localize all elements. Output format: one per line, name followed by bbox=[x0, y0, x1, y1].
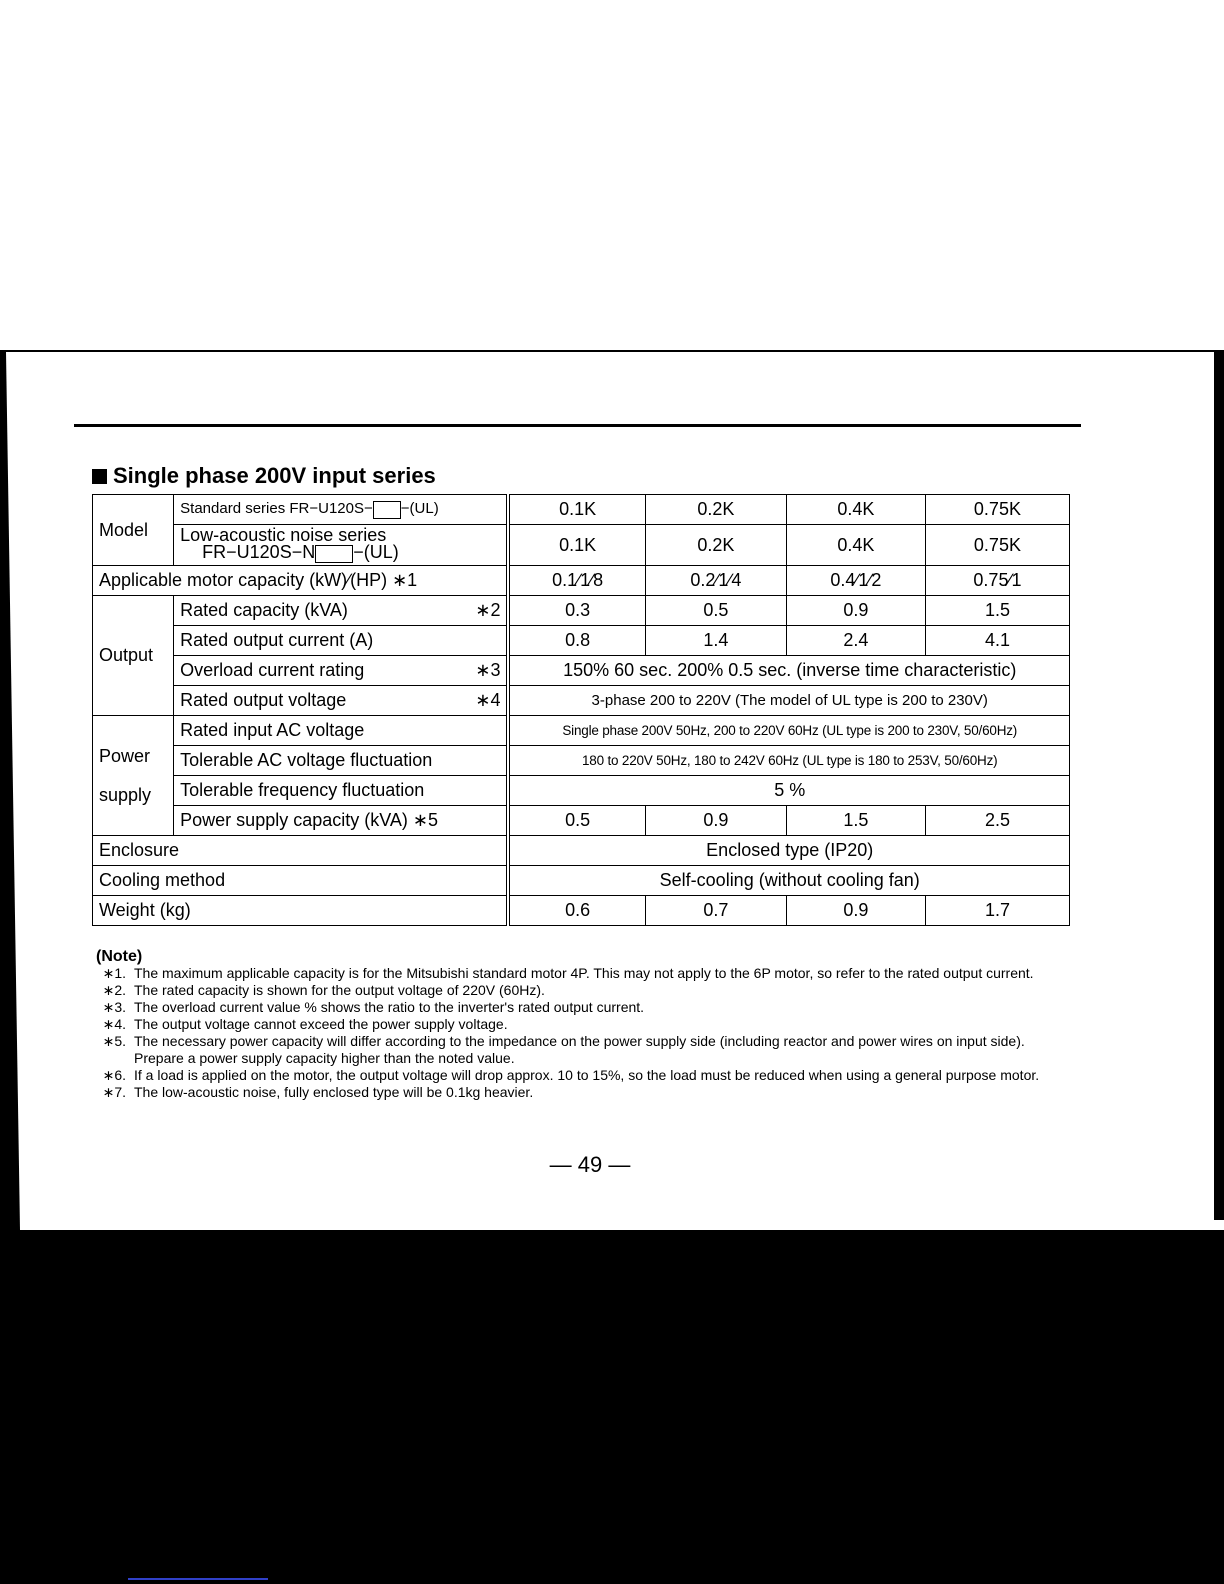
table-cell: 0.3 bbox=[508, 596, 645, 626]
low-noise-series-suffix: −(UL) bbox=[353, 542, 399, 563]
table-cell: 1.7 bbox=[925, 896, 1069, 926]
weight-label: Weight (kg) bbox=[93, 896, 509, 926]
note-text: The necessary power capacity will differ according to the impedance on the power supply side (including reactor and power wires on input side). Prepare a power supply capacity higher than the noted value. bbox=[134, 1033, 1025, 1066]
table-cell: 0.1K bbox=[508, 495, 645, 525]
table-row bbox=[93, 626, 1070, 656]
table-row bbox=[93, 836, 1070, 866]
overload-current-label bbox=[174, 656, 509, 686]
note-mark: ∗4. bbox=[102, 1016, 126, 1032]
note-text: The overload current value % shows the ratio to the inverter's rated output current. bbox=[134, 999, 645, 1015]
note-text: The output voltage cannot exceed the power supply voltage. bbox=[134, 1016, 508, 1032]
section-heading-text: Single phase 200V input series bbox=[113, 463, 436, 488]
rated-output-voltage-text: Rated output voltage bbox=[180, 690, 347, 710]
note-mark: ∗6. bbox=[102, 1067, 126, 1083]
note-item bbox=[96, 1067, 1076, 1084]
table-row bbox=[93, 716, 1070, 746]
scan-right-edge bbox=[1214, 352, 1224, 1220]
tolerable-freq-label: Tolerable frequency fluctuation bbox=[174, 776, 509, 806]
table-row bbox=[93, 806, 1070, 836]
header-rule bbox=[74, 424, 1081, 427]
note-item bbox=[96, 999, 1076, 1016]
bottom-link-underline bbox=[128, 1578, 268, 1580]
table-row bbox=[93, 686, 1070, 716]
standard-series-label bbox=[174, 495, 509, 525]
table-row bbox=[93, 596, 1070, 626]
table-cell: 0.4∕1∕2 bbox=[786, 566, 925, 596]
table-row bbox=[93, 866, 1070, 896]
note-item bbox=[96, 965, 1076, 982]
tolerable-ac-label: Tolerable AC voltage fluctuation bbox=[174, 746, 509, 776]
cooling-method-label: Cooling method bbox=[93, 866, 509, 896]
note-item bbox=[96, 1033, 1076, 1067]
table-cell: 0.75∕1 bbox=[925, 566, 1069, 596]
table-cell: 0.6 bbox=[508, 896, 645, 926]
note-mark: ∗2. bbox=[102, 982, 126, 998]
notes-section bbox=[96, 948, 1076, 1101]
table-cell: 0.9 bbox=[786, 596, 925, 626]
table-cell: 4.1 bbox=[925, 626, 1069, 656]
low-noise-series-model: FR−U120S−N bbox=[202, 542, 316, 563]
low-noise-series-text: Low-acoustic noise series bbox=[180, 525, 387, 546]
note-item bbox=[96, 1084, 1076, 1101]
power-supply-group-label bbox=[93, 716, 174, 836]
note-item bbox=[96, 1016, 1076, 1033]
note-text: The low-acoustic noise, fully enclosed type will be 0.1kg heavier. bbox=[134, 1084, 534, 1100]
scan-top-area bbox=[0, 0, 1224, 350]
table-cell: 1.5 bbox=[925, 596, 1069, 626]
section-heading bbox=[92, 463, 436, 489]
rated-capacity-label bbox=[174, 596, 509, 626]
note-mark: ∗5. bbox=[102, 1033, 126, 1049]
overload-current-text: Overload current rating bbox=[180, 660, 365, 680]
note-ref: ∗4 bbox=[475, 690, 501, 710]
cooling-value: Self-cooling (without cooling fan) bbox=[508, 866, 1069, 896]
note-ref: ∗2 bbox=[475, 600, 501, 620]
table-cell: 0.9 bbox=[645, 806, 786, 836]
table-cell: 0.1∕1∕8 bbox=[508, 566, 645, 596]
table-cell: 0.4K bbox=[786, 525, 925, 566]
spec-table bbox=[92, 494, 1070, 926]
table-cell: 0.5 bbox=[645, 596, 786, 626]
note-item bbox=[96, 982, 1076, 999]
model-label: Model bbox=[93, 495, 174, 566]
table-cell: 0.2K bbox=[645, 495, 786, 525]
model-placeholder-box bbox=[315, 545, 353, 563]
power-supply-line2: supply bbox=[99, 784, 152, 805]
table-row bbox=[93, 746, 1070, 776]
enclosure-label: Enclosure bbox=[93, 836, 509, 866]
table-cell: 0.8 bbox=[508, 626, 645, 656]
table-row bbox=[93, 656, 1070, 686]
square-bullet-icon bbox=[92, 469, 107, 484]
table-cell: 0.9 bbox=[786, 896, 925, 926]
freq-fluctuation-value: 5 % bbox=[508, 776, 1069, 806]
table-cell: 1.4 bbox=[645, 626, 786, 656]
rated-capacity-text: Rated capacity (kVA) bbox=[180, 600, 348, 620]
note-ref: ∗3 bbox=[475, 660, 501, 680]
low-noise-series-label bbox=[174, 525, 509, 566]
power-supply-line1: Power bbox=[99, 745, 151, 766]
output-voltage-value: 3-phase 200 to 220V (The model of UL type is 200 to 230V) bbox=[508, 686, 1069, 716]
table-cell: 2.4 bbox=[786, 626, 925, 656]
input-voltage-value: Single phase 200V 50Hz, 200 to 220V 60Hz (UL type is 200 to 230V, 50/60Hz) bbox=[508, 716, 1069, 746]
note-mark: ∗3. bbox=[102, 999, 126, 1015]
model-placeholder-box bbox=[373, 501, 401, 519]
table-cell: 0.75K bbox=[925, 525, 1069, 566]
rated-output-voltage-label bbox=[174, 686, 509, 716]
enclosure-value: Enclosed type (IP20) bbox=[508, 836, 1069, 866]
overload-value: 150% 60 sec. 200% 0.5 sec. (inverse time characteristic) bbox=[508, 656, 1069, 686]
table-cell: 0.5 bbox=[508, 806, 645, 836]
note-mark: ∗1. bbox=[102, 965, 126, 981]
table-cell: 0.75K bbox=[925, 495, 1069, 525]
table-row bbox=[93, 896, 1070, 926]
standard-series-suffix: −(UL) bbox=[400, 500, 439, 518]
rated-input-ac-label: Rated input AC voltage bbox=[174, 716, 509, 746]
output-group-label: Output bbox=[93, 596, 174, 716]
table-cell: 0.4K bbox=[786, 495, 925, 525]
table-row bbox=[93, 495, 1070, 525]
notes-title: (Note) bbox=[96, 948, 143, 965]
standard-series-text: Standard series FR−U120S− bbox=[180, 500, 373, 518]
power-supply-capacity-label: Power supply capacity (kVA) ∗5 bbox=[174, 806, 509, 836]
rated-output-current-label: Rated output current (A) bbox=[174, 626, 509, 656]
table-row bbox=[93, 776, 1070, 806]
table-cell: 2.5 bbox=[925, 806, 1069, 836]
table-cell: 0.2K bbox=[645, 525, 786, 566]
ac-fluctuation-value: 180 to 220V 50Hz, 180 to 242V 60Hz (UL type is 180 to 253V, 50/60Hz) bbox=[508, 746, 1069, 776]
note-text: The maximum applicable capacity is for the Mitsubishi standard motor 4P. This may not apply to the 6P motor, so refer to the rated output current. bbox=[134, 965, 1034, 981]
table-cell: 0.1K bbox=[508, 525, 645, 566]
table-cell: 1.5 bbox=[786, 806, 925, 836]
page-number: — 49 — bbox=[549, 1152, 631, 1177]
applicable-motor-label: Applicable motor capacity (kW)∕(HP) ∗1 bbox=[93, 566, 509, 596]
note-mark: ∗7. bbox=[102, 1084, 126, 1100]
table-row bbox=[93, 566, 1070, 596]
note-text: If a load is applied on the motor, the output voltage will drop approx. 10 to 15%, so the load must be reduced when using a general purpose motor. bbox=[134, 1067, 1040, 1083]
table-cell: 0.7 bbox=[645, 896, 786, 926]
table-cell: 0.2∕1∕4 bbox=[645, 566, 786, 596]
table-row bbox=[93, 525, 1070, 566]
note-text: The rated capacity is shown for the output voltage of 220V (60Hz). bbox=[134, 982, 545, 998]
